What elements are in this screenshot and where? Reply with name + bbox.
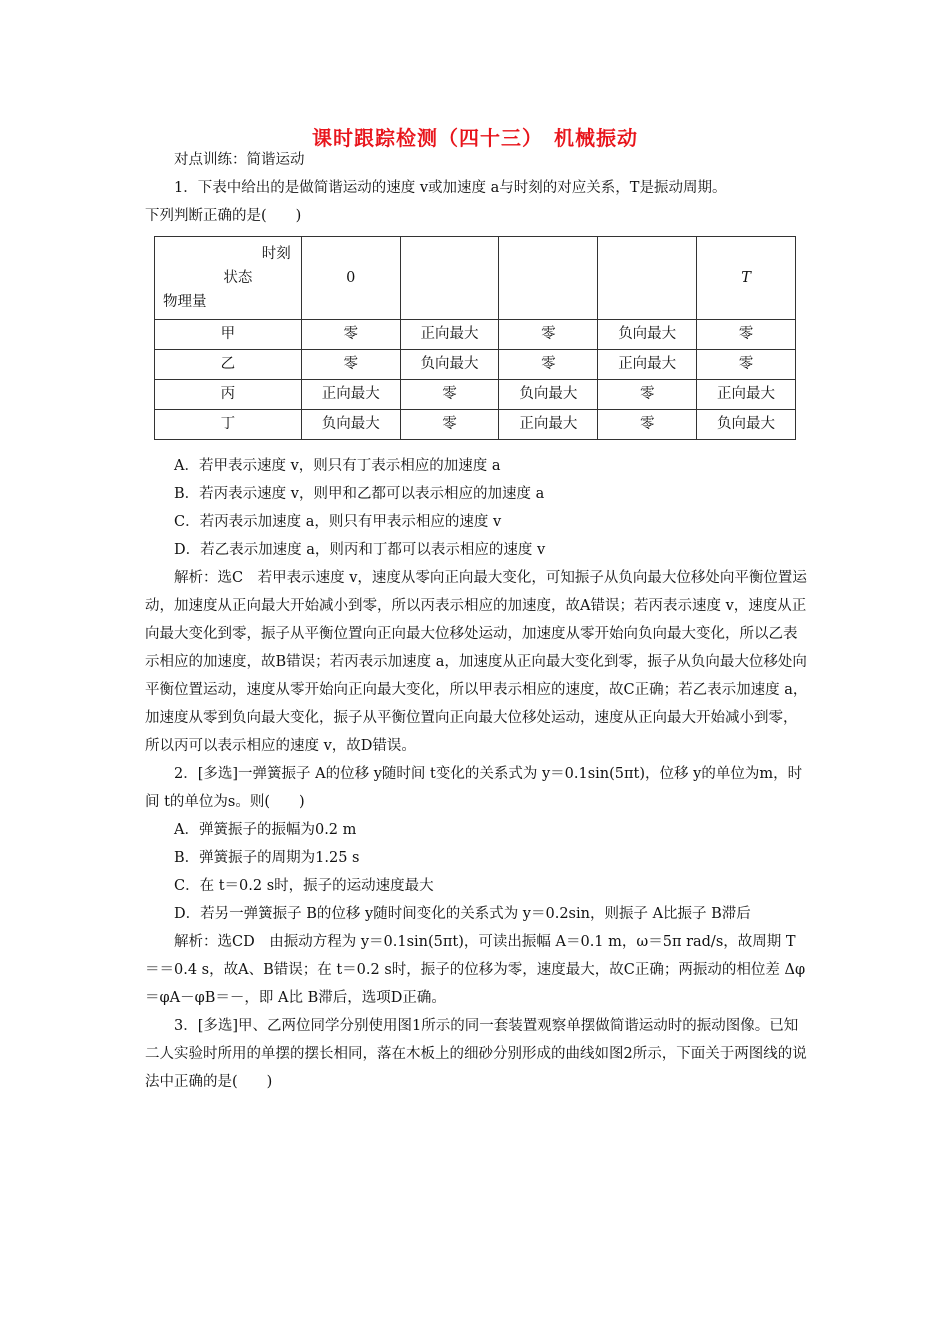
table-row [155, 380, 796, 410]
table-time-header: 0 [301, 237, 400, 320]
table-row-label: 丁 [155, 410, 302, 440]
table-row [155, 320, 796, 350]
table-time-header [400, 237, 499, 320]
table-cell: 零 [301, 320, 400, 350]
table-cell: 负向最大 [301, 410, 400, 440]
table-row-label: 乙 [155, 350, 302, 380]
table-cell: 负向最大 [697, 410, 796, 440]
table-cell: 负向最大 [400, 350, 499, 380]
table-cell: 零 [697, 320, 796, 350]
table-corner-cell [155, 237, 302, 320]
corner-quantity-label: 物理量 [163, 294, 207, 310]
table-cell: 零 [301, 350, 400, 380]
question-1-stem-line2: 下列判断正确的是( ) [145, 208, 302, 224]
document-body [145, 146, 810, 1096]
table-cell: 正向最大 [697, 380, 796, 410]
question-2-option-c: C．在 t＝0.2 s时，振子的运动速度最大 [174, 878, 434, 894]
table-row-label: 丙 [155, 380, 302, 410]
table-time-header [499, 237, 598, 320]
table-cell: 零 [400, 410, 499, 440]
question-2-option-a: A．弹簧振子的振幅为0.2 m [174, 822, 357, 838]
question-2-stem: 2．[多选]一弹簧振子 A的位移 y随时间 t变化的关系式为 y＝0.1sin(5πt)，位移 y的单位为m，时间 t的单位为s。则( ) [145, 766, 803, 810]
question-2-analysis: 解析：选CD 由振动方程为 y＝0.1sin(5πt)，可读出振幅 A＝0.1 m，ω＝5π rad/s，故周期 T＝＝0.4 s，故A、B错误；在 t＝0.2 s时，振子的位移为零，速度最大，故C正确；两振动的相位差 Δφ＝φA－φB＝－，即 A比 B滞后，选项D正确。 [145, 934, 806, 1006]
table-cell: 正向最大 [499, 410, 598, 440]
corner-state-label: 状态 [223, 270, 253, 286]
question-1-option-b: B．若丙表示速度 v，则甲和乙都可以表示相应的加速度 a [174, 486, 545, 502]
question-1-option-d: D．若乙表示加速度 a，则丙和丁都可以表示相应的速度 v [174, 542, 546, 558]
table-cell: 零 [598, 410, 697, 440]
section-heading: 对点训练：简谐运动 [174, 152, 305, 168]
table-cell: 零 [697, 350, 796, 380]
question-1-option-a: A．若甲表示速度 v，则只有丁表示相应的加速度 a [174, 458, 501, 474]
table-cell: 零 [499, 350, 598, 380]
table-cell: 负向最大 [598, 320, 697, 350]
question-2-option-d: D．若另一弹簧振子 B的位移 y随时间变化的关系式为 y＝0.2sin，则振子 A比振子 B滞后 [174, 906, 751, 922]
table-time-header [598, 237, 697, 320]
question-1-option-c: C．若丙表示加速度 a，则只有甲表示相应的速度 v [174, 514, 502, 530]
table-row [155, 350, 796, 380]
table-cell: 零 [400, 380, 499, 410]
page-title: 课时跟踪检测（四十三） 机械振动 [312, 126, 638, 150]
table-header-row [155, 237, 796, 320]
question-3-stem: 3．[多选]甲、乙两位同学分别使用图1所示的同一套装置观察单摆做简谐运动时的振动图像。已知二人实验时所用的单摆的摆长相同，落在木板上的细砂分别形成的曲线如图2所示，下面关于两图线的说法中正确的是( ) [145, 1018, 807, 1090]
table-cell: 零 [499, 320, 598, 350]
question-1-stem-line1: 1．下表中给出的是做简谐运动的速度 v或加速度 a与时刻的对应关系，T是振动周期。 [174, 180, 727, 196]
question-1-analysis: 解析：选C 若甲表示速度 v，速度从零向正向最大变化，可知振子从负向最大位移处向平衡位置运动，加速度从正向最大开始减小到零，所以丙表示相应的加速度，故A错误；若丙表示速度 v，速度从正向最大变化到零，振子从平衡位置向正向最大位移处运动，加速度从零开始向负向最大变化，所以乙表示相应的加速度，故B错误；若丙表示加速度 a，加速度从正向最大变化到零，振子从负向最大位移处向平衡位置运动，速度从零开始向正向最大变化，所以甲表示相应的速度，故C正确；若乙表示加速度 a，加速度从零到负向最大变化，振子从平衡位置向正向最大位移处运动，速度从正向最大开始减小到零，所以丙可以表示相应的速度 v，故D错误。 [145, 570, 808, 754]
table-cell: 正向最大 [400, 320, 499, 350]
table-time-header: T [697, 237, 796, 320]
table-row-label: 甲 [155, 320, 302, 350]
table-cell: 零 [598, 380, 697, 410]
question-1-table [154, 236, 796, 440]
table-row [155, 410, 796, 440]
table-cell: 负向最大 [499, 380, 598, 410]
question-2-option-b: B．弹簧振子的周期为1.25 s [174, 850, 360, 866]
table-cell: 正向最大 [598, 350, 697, 380]
corner-time-label: 时刻 [261, 246, 291, 262]
table-cell: 正向最大 [301, 380, 400, 410]
